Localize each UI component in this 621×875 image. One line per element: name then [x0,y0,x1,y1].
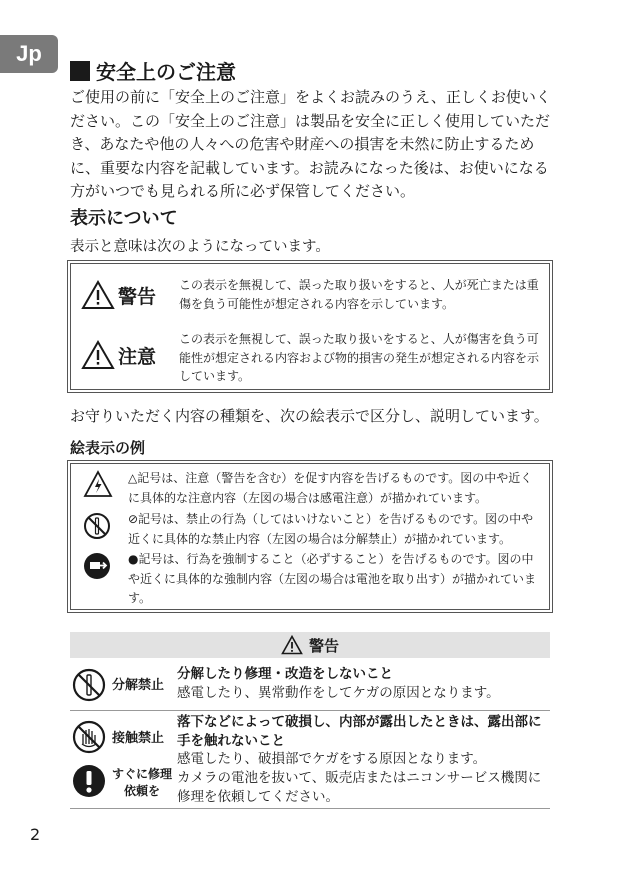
examples-heading: 絵表示の例 [70,439,146,457]
warning-heading-disassembly: 分解したり修理・改造をしないこと [177,666,393,682]
warning-label-disassembly: 分解禁止 [112,678,165,693]
warning-triangle-icon [81,340,115,370]
remove-battery-icon [83,552,111,580]
signal-word-caution: 注意 [118,345,157,368]
classification-text: お守りいただく内容の種類を、次の絵表示で区分し、説明しています。 [70,407,549,425]
language-tab: Jp [0,35,58,73]
signal-desc-caution: この表示を無視して、誤った取り扱いをすると、人が傷害を負う可能性が想定される内容および物的損害の発生が想定される内容を示しています。 [179,332,540,383]
warning-header-bar [70,632,550,658]
warning-label-repair: すぐに修理依頼を [112,767,173,798]
warning-heading-contact: 落下などによって破損し、内部が露出したときは、露出部に手を触れないこと [177,714,542,749]
signal-word-warning: 警告 [118,285,157,308]
signal-desc-warning: この表示を無視して、誤った取り扱いをすると、人が死亡または重傷を負う可能性が想定される内容を示しています。 [179,278,539,311]
section-heading: 表示について [70,208,178,229]
warning-body-repair: カメラの電池を抜いて、販売店またはニコンサービス機関に修理を依頼してください。 [177,770,542,805]
warning-label-contact: 接触禁止 [112,731,165,746]
warning-header-label: 警告 [308,636,339,655]
page-number: 2 [30,825,41,844]
divider [70,710,550,711]
page-title: 安全上のご注意 [96,60,236,84]
signal-words-box [70,263,550,390]
warning-triangle-icon [281,635,303,655]
signal-label-warning [81,280,156,310]
warning-triangle-icon [81,280,115,310]
intro-paragraph: ご使用の前に「安全上のご注意」をよくお読みのうえ、正しくお使いください。この「安全上のご注意」は製品を安全に正しく使用していただき、あなたや他の人々への危害や財産への損害を未然に防止するために、重要な内容を記載しています。お読みになった後は、お使いになる方がいつでも見られる所に必ず保管してください。 [70,88,551,200]
no-disassembly-icon [83,512,111,540]
section-subtext: 表示と意味は次のようになっています。 [70,239,330,255]
divider [70,808,550,809]
example-prohibition-text: ⊘記号は、禁止の行為（してはいけないこと）を告げるものです。図の中や近くに具体的な禁止内容（左図の場合は分解禁止）が描かれています。 [128,512,534,546]
warning-body-contact: 感電したり、破損部でケガをする原因となります。 [177,751,487,767]
page-title-row [70,56,236,85]
example-mandatory-text: ●記号は、行為を強制すること（必ずすること）を告げるものです。図の中や近くに具体的な強制内容（左図の場合は電池を取り出す）が描かれています。 [128,552,537,605]
example-caution-text: △記号は、注意（警告を含む）を促す内容を告げるものです。図の中や近くに具体的な注意内容（左図の場合は感電注意）が描かれています。 [128,471,533,505]
signal-label-caution [81,340,156,370]
title-square-icon [70,61,90,81]
electric-shock-triangle-icon [83,470,113,498]
pictogram-examples-box [70,463,550,610]
exclamation-circle-icon [72,764,106,798]
warning-body-disassembly: 感電したり、異常動作をしてケガの原因となります。 [177,685,500,701]
no-touch-icon [72,720,106,754]
no-disassembly-icon [72,668,106,702]
